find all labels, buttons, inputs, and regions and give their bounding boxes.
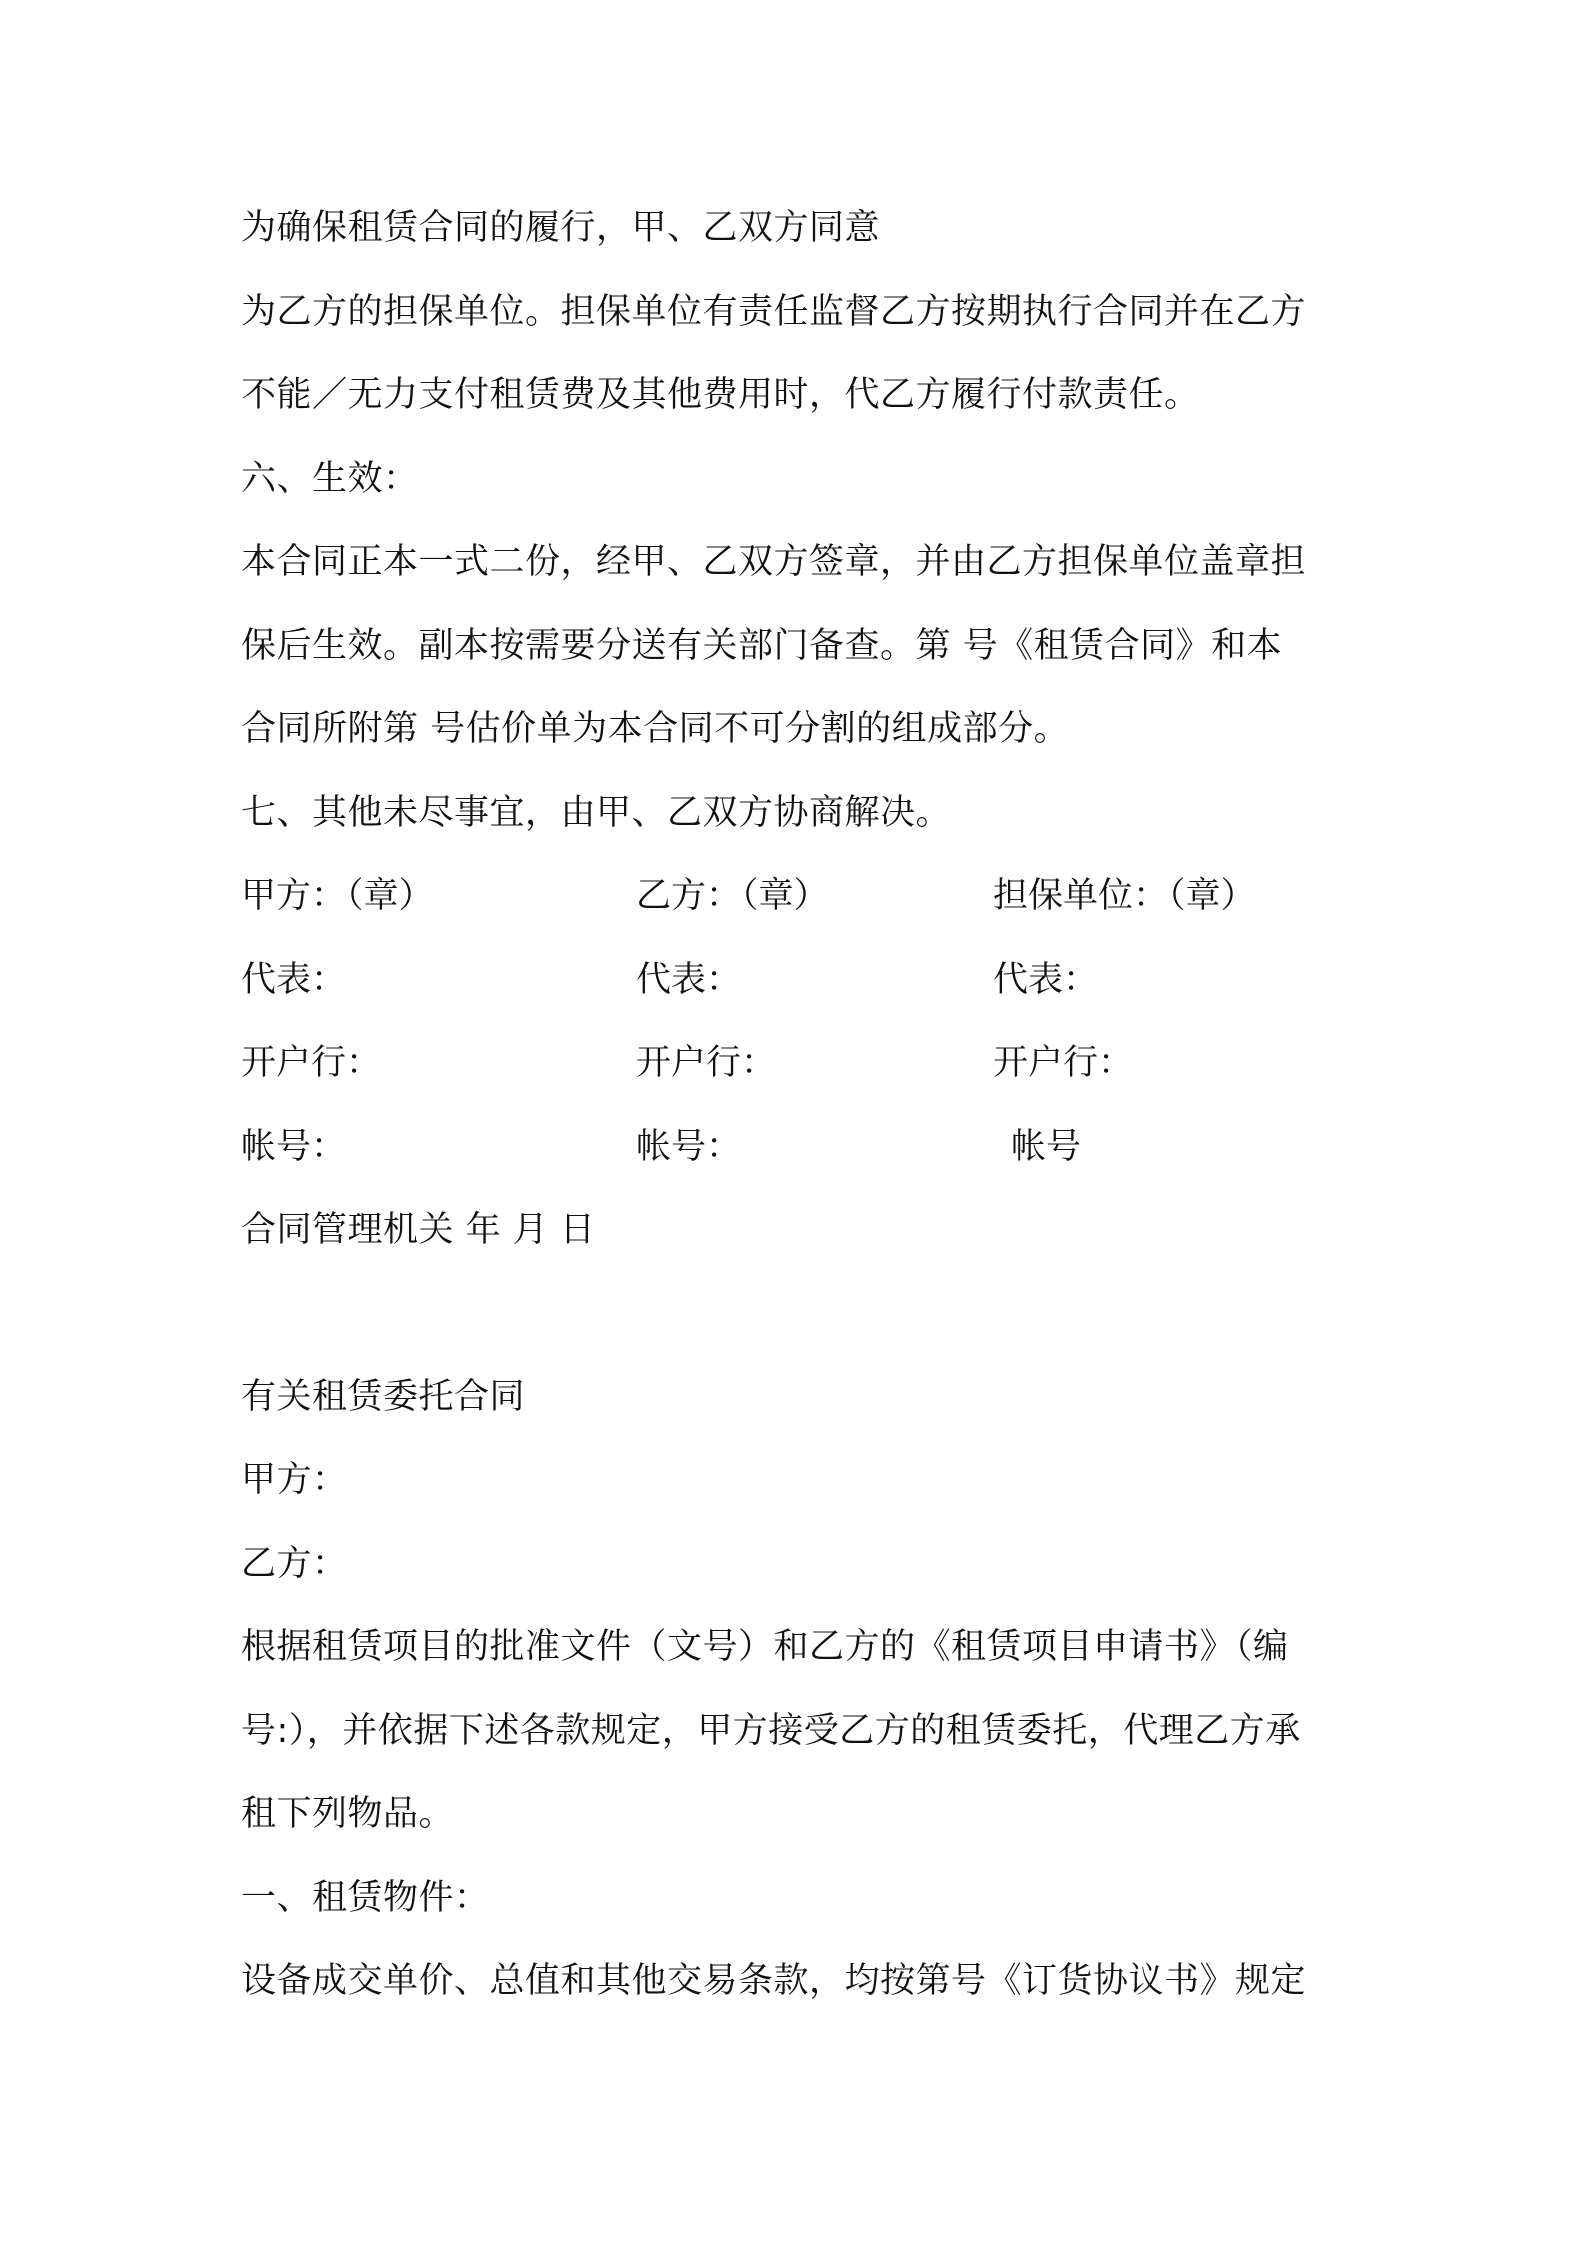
signature-guarantor: 担保单位：（章） bbox=[993, 876, 1256, 916]
account-b: 帐号： bbox=[636, 1127, 742, 1167]
bank-b: 开户行： bbox=[636, 1043, 777, 1083]
paragraph-line: 设备成交单价、总值和其他交易条款，均按第号《订货协议书》规定 bbox=[241, 1961, 1307, 2001]
section-heading: 一、租赁物件： bbox=[241, 1878, 490, 1918]
bank-a: 开户行： bbox=[241, 1043, 382, 1083]
paragraph-line: 不能／无力支付租赁费及其他费用时，代乙方履行付款责任。 bbox=[241, 375, 1200, 415]
party-a-label: 甲方： bbox=[241, 1460, 348, 1500]
paragraph-line: 根据租赁项目的批准文件（文号）和乙方的《租赁项目申请书》（编 bbox=[241, 1627, 1289, 1667]
account-a: 帐号： bbox=[241, 1127, 347, 1167]
bank-guarantor: 开户行： bbox=[993, 1043, 1134, 1083]
section-heading: 七、其他未尽事宜，由甲、乙双方协商解决。 bbox=[241, 793, 952, 833]
paragraph-line: 合同所附第 号估价单为本合同不可分割的组成部分。 bbox=[241, 709, 1070, 749]
paragraph-line: 为确保租赁合同的履行，甲、乙双方同意 bbox=[241, 208, 881, 248]
account-guarantor: 帐号 bbox=[1011, 1127, 1082, 1167]
representative-guarantor: 代表： bbox=[993, 960, 1099, 1000]
paragraph-line: 保后生效。副本按需要分送有关部门备查。第 号《租赁合同》和本 bbox=[241, 626, 1283, 666]
paragraph-line: 本合同正本一式二份，经甲、乙双方签章，并由乙方担保单位盖章担 bbox=[241, 542, 1307, 582]
paragraph-line: 号:），并依据下述各款规定，甲方接受乙方的租赁委托，代理乙方承 bbox=[241, 1711, 1301, 1751]
signature-party-b: 乙方：（章） bbox=[636, 876, 829, 916]
paragraph-line: 为乙方的担保单位。担保单位有责任监督乙方按期执行合同并在乙方 bbox=[241, 292, 1307, 332]
signature-party-a: 甲方：（章） bbox=[241, 876, 434, 916]
contract-authority-date: 合同管理机关 年 月 日 bbox=[241, 1210, 596, 1250]
section-heading: 六、生效： bbox=[241, 459, 419, 499]
paragraph-line: 租下列物品。 bbox=[241, 1794, 455, 1834]
representative-b: 代表： bbox=[636, 960, 742, 1000]
representative-a: 代表： bbox=[241, 960, 347, 1000]
party-b-label: 乙方： bbox=[241, 1544, 348, 1584]
document-title: 有关租赁委托合同 bbox=[241, 1377, 526, 1417]
